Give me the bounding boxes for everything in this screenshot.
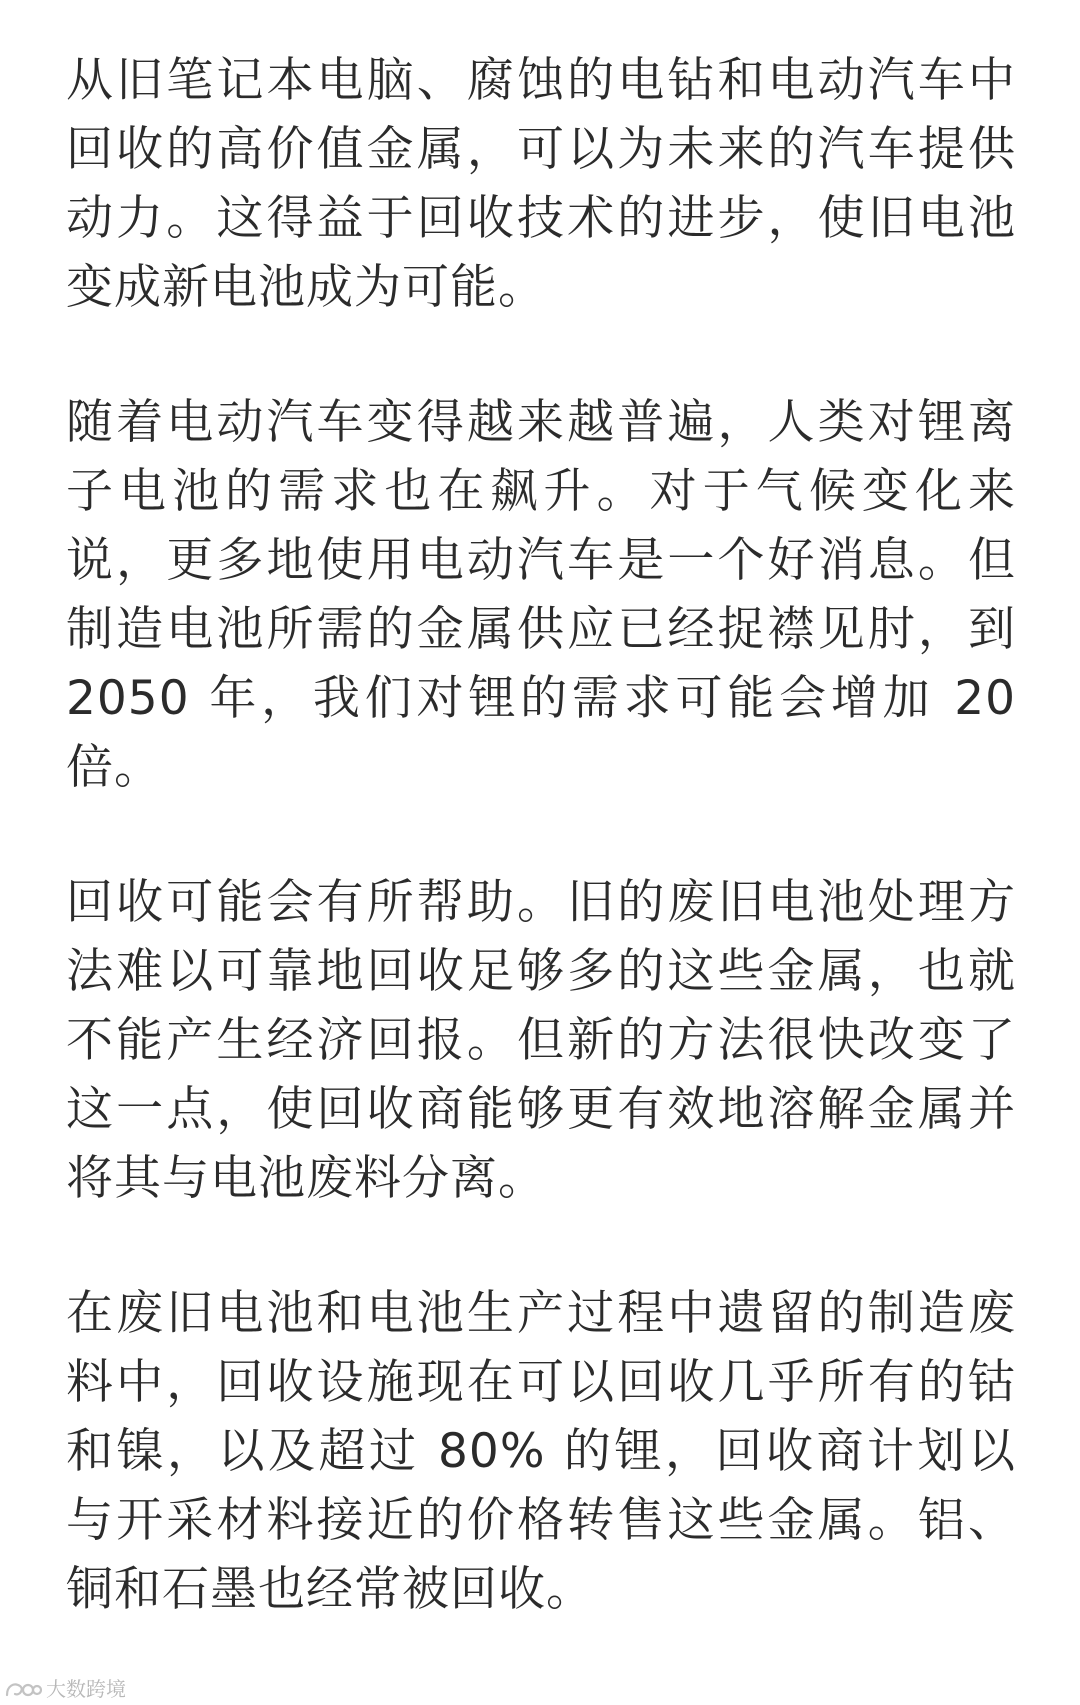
brand-logo-icon bbox=[4, 1678, 42, 1700]
watermark-text: 大数跨境 bbox=[46, 1677, 126, 1701]
paragraph-4: 在废旧电池和电池生产过程中遗留的制造废料中，回收设施现在可以回收几乎所有的钴和镍，以及超过 80% 的锂，回收商计划以与开采材料接近的价格转售这些金属。铝、铜和石墨也经常被回收。 bbox=[66, 1286, 1016, 1617]
article-body bbox=[66, 46, 1016, 1624]
watermark bbox=[4, 1677, 126, 1701]
paragraph-2: 随着电动汽车变得越来越普遍，人类对锂离子电池的需求也在飙升。对于气候变化来说，更多地使用电动汽车是一个好消息。但制造电池所需的金属供应已经捉襟见肘，到 2050 年，我们对锂的需求可能会增加 20 倍。 bbox=[66, 395, 1016, 795]
paragraph-3: 回收可能会有所帮助。旧的废旧电池处理方法难以可靠地回收足够多的这些金属，也就不能产生经济回报。但新的方法很快改变了这一点，使回收商能够更有效地溶解金属并将其与电池废料分离。 bbox=[66, 875, 1016, 1206]
paragraph-1: 从旧笔记本电脑、腐蚀的电钻和电动汽车中回收的高价值金属，可以为未来的汽车提供动力。这得益于回收技术的进步，使旧电池变成新电池成为可能。 bbox=[66, 53, 1016, 315]
